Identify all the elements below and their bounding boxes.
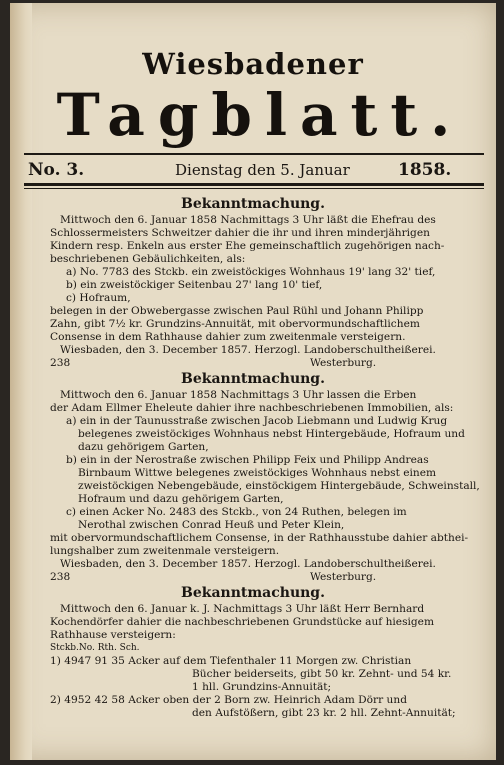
notice-text-line: lungshalber zum zweitenmale versteigern. bbox=[50, 545, 280, 557]
notice-text-line: b) ein in der Nerostraße zwischen Philipp Feix und Philipp Andreas bbox=[66, 454, 429, 466]
notice-text-line: Zahn, gibt 7½ kr. Grundzins-Annuität, mit obervormundschaftlichem bbox=[50, 318, 420, 330]
notice-signature: Westerburg. bbox=[310, 357, 377, 369]
table-row-continued: den Aufstößern, gibt 23 kr. 2 hll. Zehnt-Annuität; bbox=[192, 707, 456, 719]
notice-text-line: a) No. 7783 des Stckb. ein zweistöckiges Wohnhaus 19' lang 32' tief, bbox=[66, 266, 436, 278]
notice-text-line: beschriebenen Gebäulichkeiten, als: bbox=[50, 253, 246, 265]
table-header: Stckb.No. Rth. Sch. bbox=[50, 643, 140, 653]
top-rule bbox=[24, 153, 484, 155]
masthead-title: Tagblatt. bbox=[56, 81, 464, 149]
newspaper-page bbox=[10, 3, 496, 760]
notice-text-line: a) ein in der Taunusstraße zwischen Jacob Liebmann und Ludwig Krug bbox=[66, 415, 448, 427]
masthead-subtitle: Wiesbadener bbox=[142, 47, 364, 81]
notice-text-line: Wiesbaden, den 3. December 1857. Herzogl. Landoberschultheißerei. bbox=[60, 558, 436, 570]
issue-year: 1858. bbox=[398, 160, 452, 180]
notice-text-line: Kochendörfer dahier die nachbeschriebenen Grundstücke auf hiesigem bbox=[50, 616, 434, 628]
notice-heading: Bekanntmachung. bbox=[181, 196, 325, 212]
notice-text-line: Birnbaum Wittwe belegenes zweistöckiges Wohnhaus nebst einem bbox=[78, 467, 437, 479]
table-row: 2) 4952 42 58 Acker oben der 2 Born zw. Heinrich Adam Dörr und bbox=[50, 694, 407, 706]
notice-text-line: der Adam Ellmer Eheleute dahier ihre nachbeschriebenen Immobilien, als: bbox=[50, 402, 454, 414]
notice-heading: Bekanntmachung. bbox=[181, 585, 325, 601]
notice-text-line: belegenes zweistöckiges Wohnhaus nebst Hintergebäude, Hofraum und bbox=[78, 428, 465, 440]
issue-number: No. 3. bbox=[28, 160, 85, 180]
notice-text-line: Hofraum und dazu gehörigem Garten, bbox=[78, 493, 284, 505]
notice-text-line: Mittwoch den 6. Januar 1858 Nachmittags 3 Uhr lassen die Erben bbox=[60, 389, 417, 401]
notice-text-line: mit obervormundschaftlichem Consense, in der Rathhausstube dahier abthei- bbox=[50, 532, 469, 544]
table-row: 1) 4947 91 35 Acker auf dem Tiefenthaler 11 Morgen zw. Christian bbox=[50, 655, 412, 667]
issue-date: Dienstag den 5. Januar bbox=[175, 161, 350, 179]
notice-heading: Bekanntmachung. bbox=[181, 371, 325, 387]
dateline-rule bbox=[24, 183, 484, 186]
notice-number: 238 bbox=[50, 571, 71, 583]
notice-text-line: c) Hofraum, bbox=[66, 292, 131, 304]
notice-text-line: Nerothal zwischen Conrad Heuß und Peter Klein, bbox=[78, 519, 345, 531]
table-row-continued: 1 hll. Grundzins-Annuität; bbox=[192, 681, 332, 693]
notice-signature: Westerburg. bbox=[310, 571, 377, 583]
notice-text-line: Rathhause versteigern: bbox=[50, 629, 176, 641]
table-row-continued: Bücher beiderseits, gibt 50 kr. Zehnt- und 54 kr. bbox=[192, 668, 452, 680]
notice-text-line: dazu gehörigem Garten, bbox=[78, 441, 209, 453]
notice-text-line: Schlossermeisters Schweitzer dahier die ihr und ihren minderjährigen bbox=[50, 227, 430, 239]
notice-text-line: Consense in dem Rathhause dahier zum zweitenmale versteigern. bbox=[50, 331, 406, 343]
notice-text-line: belegen in der Obwebergasse zwischen Paul Rühl und Johann Philipp bbox=[50, 305, 424, 317]
notice-text-line: zweistöckigen Nebengebäude, einstöckigem Hintergebäude, Schweinstall, bbox=[78, 480, 480, 492]
notice-text-line: Kindern resp. Enkeln aus erster Ehe gemeinschaftlich zugehörigen nach- bbox=[50, 240, 445, 252]
notice-number: 238 bbox=[50, 357, 71, 369]
notice-text-line: Wiesbaden, den 3. December 1857. Herzogl. Landoberschultheißerei. bbox=[60, 344, 436, 356]
notice-text-line: Mittwoch den 6. Januar k. J. Nachmittags 3 Uhr läßt Herr Bernhard bbox=[60, 603, 425, 615]
notice-text-line: b) ein zweistöckiger Seitenbau 27' lang 10' tief, bbox=[66, 279, 323, 291]
dateline-rule-thin bbox=[24, 188, 484, 189]
notice-text-line: Mittwoch den 6. Januar 1858 Nachmittags 3 Uhr läßt die Ehefrau des bbox=[60, 214, 436, 226]
notice-text-line: c) einen Acker No. 2483 des Stckb., von 24 Ruthen, belegen im bbox=[66, 506, 407, 518]
